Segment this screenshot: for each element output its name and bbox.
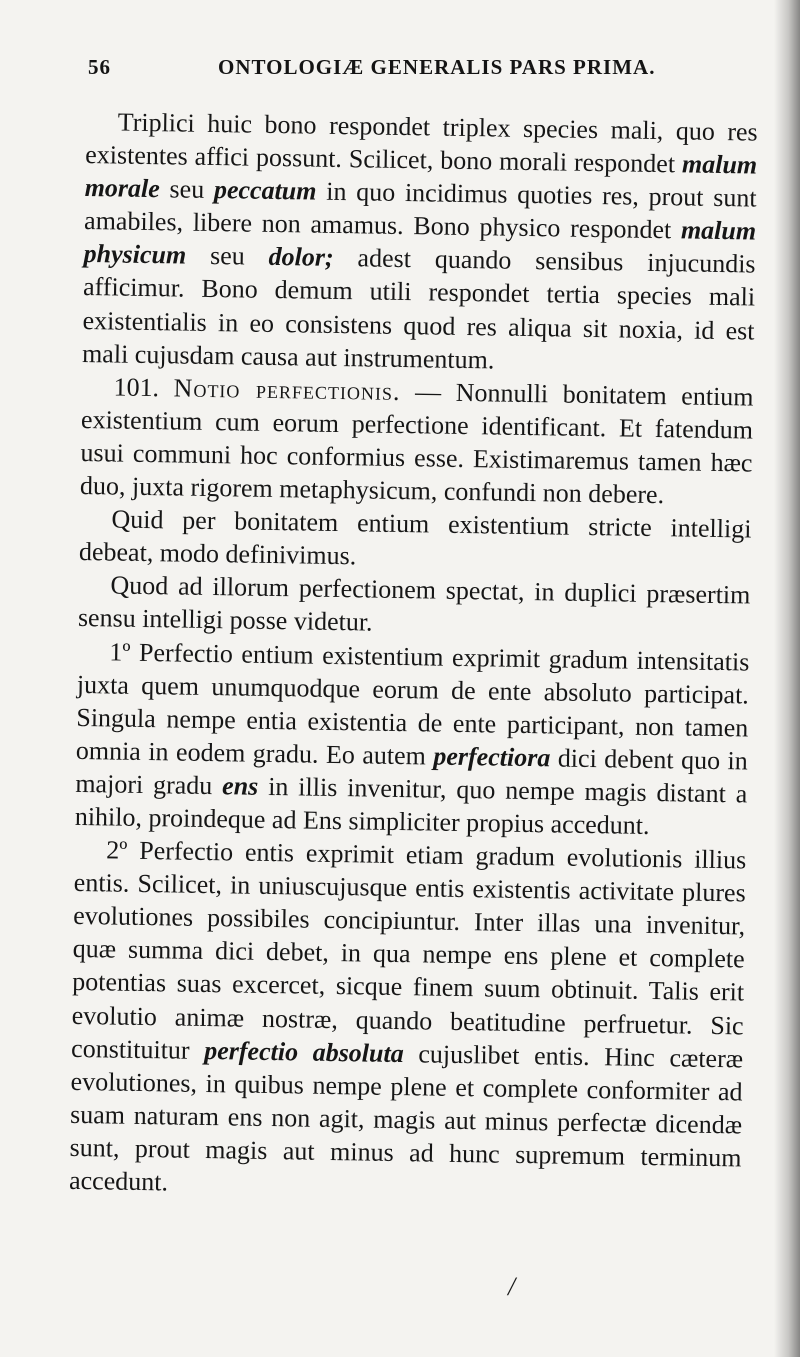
italic-term: dolor;: [268, 242, 334, 273]
text-run: 1º Perfectio entium existentium exprimit gradum intensitatis juxta quem unumquodque eorum de ente absoluto participat. Singula nempe entia existentia de ente participant, non tamen omnia in eodem gradu. Eo autem: [75, 636, 750, 771]
ink-mark: /: [508, 1272, 516, 1301]
italic-term: malum physicum: [83, 215, 757, 270]
italic-term: malum morale: [84, 149, 758, 204]
paragraph-bonitas: Quid per bonitatem entium existentium stricte intelligi debeat, modo definivimus.: [78, 504, 752, 571]
text-run: adest quando sensibus injucundis afficimur. Bono demum utili respondet tertia species mali existentialis in eo consistens quod res aliqua sit noxia, id est mali cujusdam causa aut instrumentum.: [81, 243, 756, 375]
running-head: [88, 55, 760, 85]
running-title: ONTOLOGIÆ GENERALIS PARS PRIMA.: [218, 55, 656, 79]
paragraph-notio-perfectionis: [80, 370, 754, 513]
text-run: 2º Perfectio entis exprimit etiam gradum evolutionis illius entis. Scilicet, in uniuscujusque entis existentis activitate plures evolutiones possibiles concipiuntur. Inter illas una invenitur, quæ summa dici debet, in qua nempe ens plene et complete potentias suas excercet, sicque finem suum obtinuit. Talis erit evolutio animæ nostræ, quando beatitudine perfruetur. Sic constituitur: [70, 835, 747, 1065]
text-run: in quo incidimus quoties res, prout sunt amabiles, libere non amamus. Bono physico respondet: [83, 176, 757, 245]
paragraph-perfectio-primo: [75, 634, 750, 843]
text-run: cujuslibet entis. Hinc cæteræ evolutiones, in quibus nempe plene et complete conformiter ad suam naturam ens non agit, magis aut minus perfectæ dicendæ sunt, prout magis aut minus ad hunc supremum terminum accedunt.: [68, 1038, 744, 1197]
paragraph-species-mali: [82, 105, 758, 380]
page-number: 56: [88, 55, 111, 79]
text-run: in illis invenitur, quo nempe magis distant a nihilo, proindeque ad Ens simpliciter propius accedunt.: [74, 771, 748, 840]
text-run: seu: [159, 174, 215, 205]
italic-term: peccatum: [213, 175, 317, 206]
text-run: Triplici huic bono respondet triplex species mali, quo res existentes affici possunt. Scilicet, bono morali respondet: [84, 107, 758, 179]
text-run: seu: [185, 240, 269, 272]
italic-term: perfectio absoluta: [204, 1035, 404, 1068]
paragraph-perfectio-duplex: Quod ad illorum perfectionem spectat, in duplici præsertim sensu intelligi posse videtur.: [77, 570, 751, 637]
section-number: 101.: [113, 372, 160, 402]
section-heading: Notio perfectionis.: [173, 373, 401, 406]
text-run: dici debent quo in majori gradu: [75, 743, 749, 801]
paragraph-perfectio-secundo: [69, 833, 747, 1208]
body-text: [69, 105, 758, 1208]
text-run: — Nonnulli bonitatem entium existentium cum eorum perfectione identificant. Et fatendum usui communi hoc conformius esse. Existimaremus tamen hæc duo, juxta rigorem metaphysicum, confundi non debere.: [79, 376, 754, 510]
italic-term: ens: [221, 771, 259, 801]
italic-term: perfectiora: [433, 741, 551, 773]
